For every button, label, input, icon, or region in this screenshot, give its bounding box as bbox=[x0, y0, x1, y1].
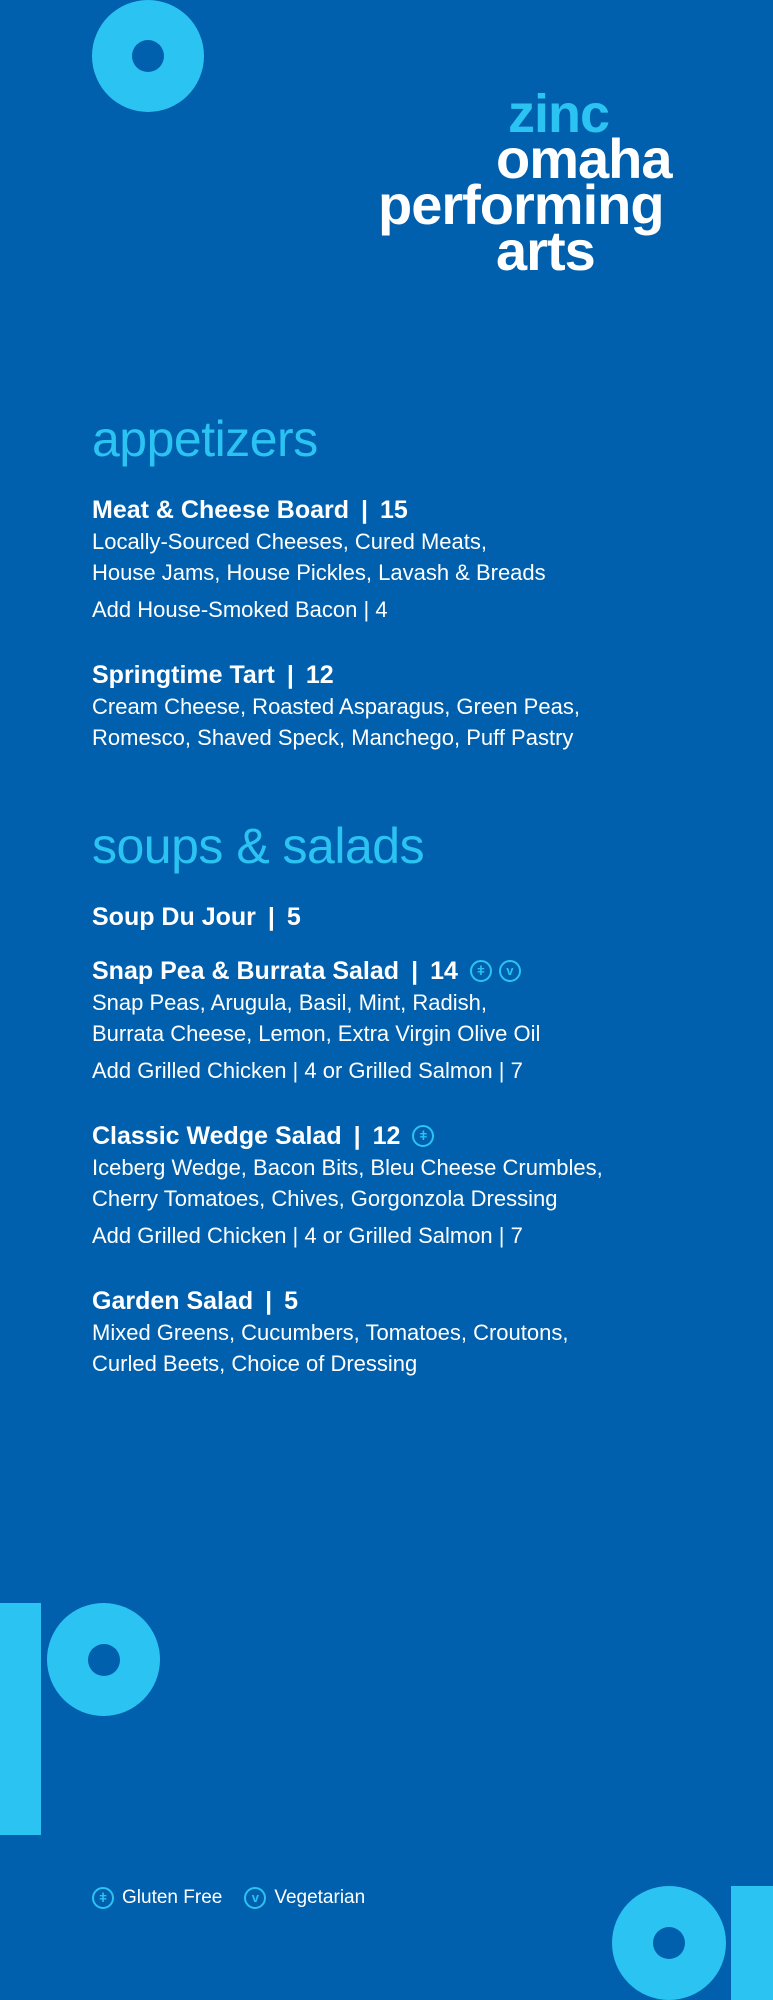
legend-label-gluten-free: Gluten Free bbox=[122, 1887, 223, 1908]
item-heading bbox=[92, 955, 712, 987]
item-addon: Add Grilled Chicken | 4 or Grilled Salmon | 7 bbox=[92, 1058, 523, 1083]
item-name: Meat & Cheese Board bbox=[92, 496, 350, 524]
item-name: Springtime Tart bbox=[92, 661, 275, 689]
menu-item bbox=[92, 659, 712, 753]
logo-arts: arts bbox=[496, 219, 595, 283]
logo-performing: performing bbox=[378, 173, 664, 237]
item-price: 15 bbox=[380, 496, 408, 524]
item-separator: | bbox=[286, 661, 294, 689]
bottom-ring-shape bbox=[612, 1886, 726, 2000]
menu bbox=[92, 410, 712, 1413]
logo-zinc: zinc bbox=[508, 84, 610, 144]
item-name: Soup Du Jour bbox=[92, 903, 256, 931]
section-title-soups-salads: soups & salads bbox=[92, 818, 425, 874]
item-addon: Add Grilled Chicken | 4 or Grilled Salmon | 7 bbox=[92, 1223, 523, 1248]
item-heading bbox=[92, 1120, 712, 1152]
item-description-line: Cream Cheese, Roasted Asparagus, Green Peas, bbox=[92, 694, 580, 719]
item-separator: | bbox=[411, 957, 419, 985]
item-description-line: Snap Peas, Arugula, Basil, Mint, Radish, bbox=[92, 990, 487, 1015]
item-price: 5 bbox=[286, 903, 301, 931]
dietary-legend bbox=[92, 1887, 387, 1909]
vegetarian-icon: v bbox=[499, 960, 521, 982]
gluten-free-icon: ǂ bbox=[470, 960, 492, 982]
gluten-free-icon: ǂ bbox=[412, 1125, 434, 1147]
item-heading bbox=[92, 1285, 712, 1317]
legend-label-vegetarian: Vegetarian bbox=[274, 1887, 366, 1908]
item-description-line: Cherry Tomatoes, Chives, Gorgonzola Dressing bbox=[92, 1186, 558, 1211]
item-separator: | bbox=[353, 1122, 361, 1150]
zinc-omaha-performing-arts-logo bbox=[378, 84, 698, 283]
item-addon: Add House-Smoked Bacon | 4 bbox=[92, 597, 388, 622]
item-description-line: House Jams, House Pickles, Lavash & Breads bbox=[92, 560, 546, 585]
item-name: Snap Pea & Burrata Salad bbox=[92, 957, 400, 985]
item-price: 12 bbox=[372, 1122, 401, 1150]
item-description-line: Locally-Sourced Cheeses, Cured Meats, bbox=[92, 529, 487, 554]
menu-item bbox=[92, 1120, 712, 1251]
menu-item bbox=[92, 494, 712, 625]
item-description-line: Curled Beets, Choice of Dressing bbox=[92, 1351, 418, 1376]
item-price: 12 bbox=[305, 661, 334, 689]
item-description-line: Romesco, Shaved Speck, Manchego, Puff Pastry bbox=[92, 725, 574, 750]
top-ring-shape bbox=[92, 0, 204, 112]
item-heading bbox=[92, 494, 712, 526]
right-bar-shape bbox=[731, 1886, 773, 2000]
gluten-free-icon: ǂ bbox=[92, 1887, 114, 1909]
logo-omaha: omaha bbox=[496, 127, 672, 191]
item-description-line: Burrata Cheese, Lemon, Extra Virgin Olive Oil bbox=[92, 1021, 541, 1046]
item-description-line: Mixed Greens, Cucumbers, Tomatoes, Croutons, bbox=[92, 1320, 569, 1345]
section-title-appetizers: appetizers bbox=[92, 411, 318, 467]
item-separator: | bbox=[267, 903, 275, 931]
menu-item bbox=[92, 901, 712, 933]
item-heading bbox=[92, 901, 712, 933]
vegetarian-icon: v bbox=[244, 1887, 266, 1909]
menu-item bbox=[92, 1285, 712, 1379]
middle-ring-shape bbox=[47, 1603, 160, 1716]
item-price: 14 bbox=[430, 957, 458, 985]
legend-entry-vegetarian bbox=[244, 1887, 365, 1909]
item-description-line: Iceberg Wedge, Bacon Bits, Bleu Cheese Crumbles, bbox=[92, 1155, 603, 1180]
item-name: Classic Wedge Salad bbox=[92, 1122, 342, 1150]
legend-entry-gluten-free bbox=[92, 1887, 222, 1909]
item-separator: | bbox=[265, 1287, 273, 1315]
item-name: Garden Salad bbox=[92, 1287, 254, 1315]
item-price: 5 bbox=[284, 1287, 299, 1315]
item-separator: | bbox=[361, 496, 369, 524]
left-bar-shape bbox=[0, 1603, 41, 1835]
item-heading bbox=[92, 659, 712, 691]
menu-item bbox=[92, 955, 712, 1086]
